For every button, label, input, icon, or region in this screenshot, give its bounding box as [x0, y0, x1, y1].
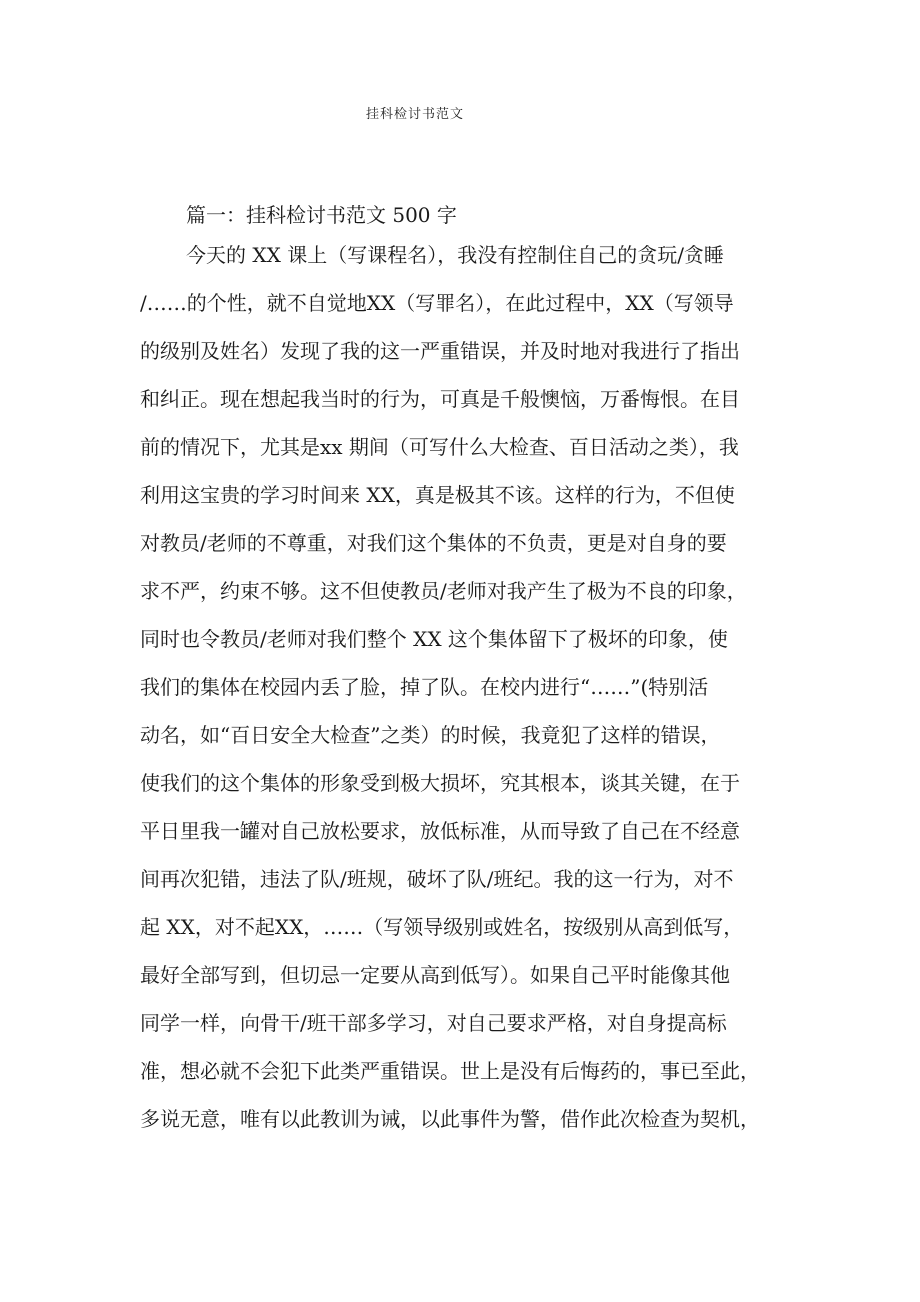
- page-header-title: 挂科检讨书范文: [365, 107, 464, 122]
- body-line: 最好全部写到，但切忌一定要从高到低写）。如果自己平时能像其他: [140, 963, 730, 987]
- body-line: 同时也令教员/老师对我们整个 XX 这个集体留下了极坏的印象，使: [140, 627, 728, 651]
- body-line: 准，想必就不会犯下此类严重错误。世上是没有后悔药的，事已至此，: [140, 1059, 760, 1083]
- body-line: 的级别及姓名）发现了我的这一严重错误，并及时地对我进行了指出: [140, 339, 740, 363]
- body-line: 起 XX，对不起XX，……（写领导级别或姓名，按级别从高到低写，: [140, 915, 744, 939]
- body-line: /……的个性，就不自觉地XX（写罪名），在此过程中，XX（写领导: [140, 291, 734, 315]
- body-line: 多说无意，唯有以此教训为诫，以此事件为警，借作此次检查为契机，: [140, 1107, 760, 1131]
- body-line: 间再次犯错，违法了队/班规，破坏了队/班纪。我的这一行为，对不: [140, 867, 734, 891]
- body-line: 求不严，约束不够。这不但使教员/老师对我产生了极为不良的印象，: [140, 579, 747, 603]
- body-line: 利用这宝贵的学习时间来 XX，真是极其不该。这样的行为，不但使: [140, 483, 735, 507]
- body-line: 对教员/老师的不尊重，对我们这个集体的不负责，更是对自身的要: [140, 531, 727, 555]
- body-line: 动名，如“百日安全大检查”之类）的时候，我竟犯了这样的错误，: [140, 723, 721, 747]
- body-line: 今天的 XX 课上（写课程名），我没有控制住自己的贪玩/贪睡: [186, 243, 724, 267]
- body-line: 前的情况下，尤其是xx 期间（可写什么大检查、百日活动之类），我: [140, 435, 739, 459]
- section-heading: 篇一：挂科检讨书范文 500 字: [186, 203, 457, 227]
- body-line: 我们的集体在校园内丢了脸，掉了队。在校内进行“……”(特别活: [140, 675, 709, 699]
- body-line: 使我们的这个集体的形象受到极大损坏，究其根本，谈其关键，在于: [140, 771, 740, 795]
- body-line: 平日里我一罐对自己放松要求，放低标准，从而导致了自己在不经意: [140, 819, 740, 843]
- body-line: 和纠正。现在想起我当时的行为，可真是千般懊恼，万番悔恨。在目: [140, 387, 740, 411]
- body-line: 同学一样，向骨干/班干部多学习，对自己要求严格，对自身提高标: [140, 1011, 727, 1035]
